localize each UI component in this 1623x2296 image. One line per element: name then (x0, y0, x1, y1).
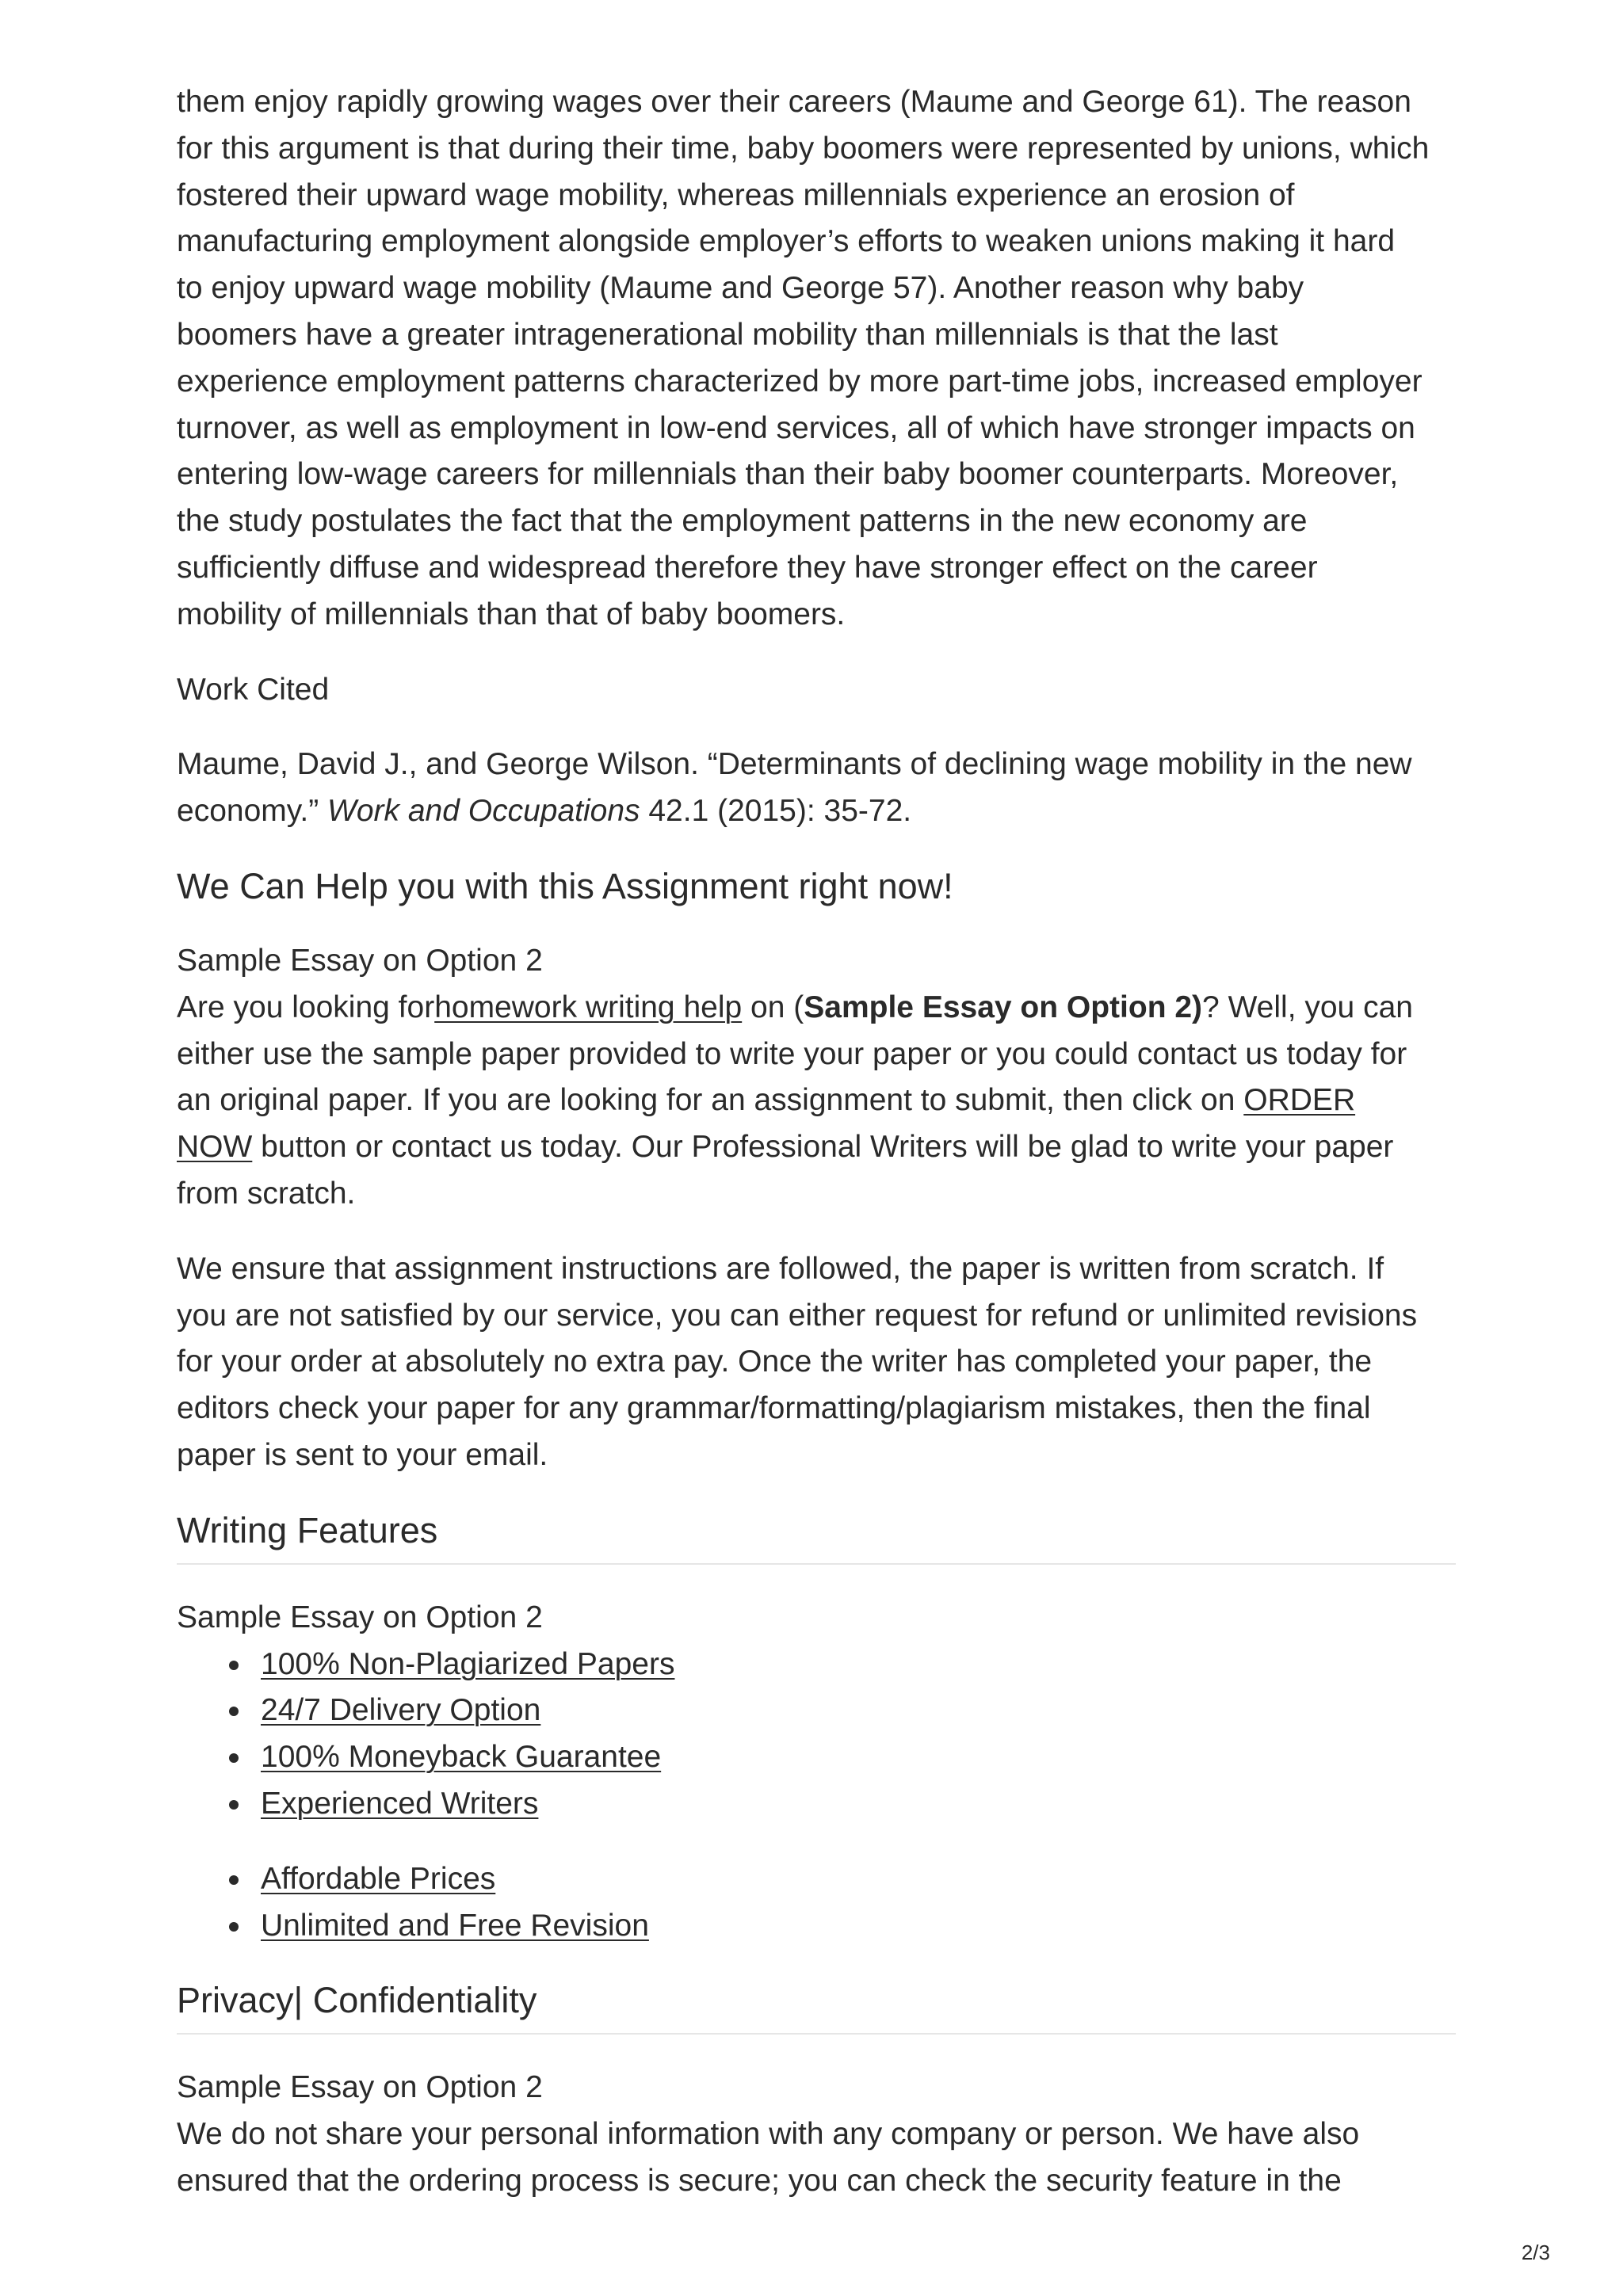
essay-line: fostered their upward wage mobility, whereas millennials experience an erosion of (177, 177, 1295, 212)
features-list-b (177, 1856, 1456, 1950)
essay-line: for this argument is that during their time, baby boomers were represented by unions, which (177, 131, 1430, 166)
help-heading: We Can Help you with this Assignment right now! (177, 865, 953, 906)
order-now-link-continued[interactable]: NOW (177, 1130, 253, 1165)
help-line: from scratch. (177, 1176, 356, 1211)
list-item (261, 1781, 1456, 1828)
privacy-paragraph (177, 2065, 1456, 2204)
essay-paragraph (177, 79, 1456, 639)
citation-entry (177, 742, 1456, 835)
list-item (261, 1688, 1456, 1734)
help-bold-title: Sample Essay on Option 2) (804, 990, 1203, 1024)
feature-link[interactable]: Unlimited and Free Revision (261, 1908, 649, 1943)
essay-line: them enjoy rapidly growing wages over their careers (Maume and George 61). The reason (177, 85, 1411, 119)
privacy-heading: Privacy| Confidentiality (177, 1978, 1456, 2035)
citation-line: Maume, David J., and George Wilson. “Determinants of declining wage mobility in the new (177, 747, 1412, 782)
feature-link[interactable]: Experienced Writers (261, 1786, 539, 1821)
privacy-subtitle: Sample Essay on Option 2 (177, 2070, 543, 2105)
guarantee-line: paper is sent to your email. (177, 1437, 548, 1472)
page-number: 2/3 (1521, 2241, 1550, 2264)
features-subtitle: Sample Essay on Option 2 (177, 1600, 543, 1634)
list-item (261, 1856, 1456, 1903)
list-item (261, 1734, 1456, 1781)
essay-line: the study postulates the fact that the employment patterns in the new economy are (177, 504, 1308, 539)
feature-link[interactable]: 100% Moneyback Guarantee (261, 1740, 662, 1775)
help-line: either use the sample paper provided to write your paper or you could contact us today for (177, 1036, 1407, 1071)
essay-line: experience employment patterns characterized by more part-time jobs, increased employer (177, 364, 1423, 399)
order-now-link[interactable]: ORDER (1243, 1083, 1356, 1118)
help-line: an original paper. If you are looking for an assignment to submit, then click on (177, 1083, 1244, 1118)
work-cited-heading: Work Cited (177, 672, 330, 707)
document-page (177, 79, 1456, 2205)
help-line: button or contact us today. Our Professional Writers will be glad to write your paper (252, 1130, 1394, 1165)
guarantee-line: for your order at absolutely no extra pay. Once the writer has completed your paper, the (177, 1344, 1373, 1379)
guarantee-line: We ensure that assignment instructions are followed, the paper is written from scratch. If (177, 1251, 1384, 1286)
essay-line: to enjoy upward wage mobility (Maume and George 57). Another reason why baby (177, 271, 1304, 306)
citation-prefix: economy.” (177, 794, 328, 829)
essay-line: turnover, as well as employment in low-end services, all of which have stronger impacts on (177, 410, 1415, 445)
feature-link[interactable]: Affordable Prices (261, 1861, 496, 1896)
feature-link[interactable]: 24/7 Delivery Option (261, 1693, 541, 1728)
guarantee-line: editors check your paper for any grammar/formatting/plagiarism mistakes, then the final (177, 1391, 1371, 1426)
essay-line: sufficiently diffuse and widespread therefore they have stronger effect on the career (177, 550, 1318, 585)
list-item (261, 1903, 1456, 1950)
essay-line: manufacturing employment alongside employer’s efforts to weaken unions making it hard (177, 224, 1396, 259)
essay-line: boomers have a greater intragenerational mobility than millennials is that the last (177, 317, 1278, 352)
help-paragraph (177, 938, 1456, 1218)
essay-line: mobility of millennials than that of baby boomers. (177, 597, 846, 631)
guarantee-line: you are not satisfied by our service, you can either request for refund or unlimited revisions (177, 1298, 1418, 1333)
citation-suffix: 42.1 (2015): 35-72. (640, 794, 912, 829)
help-intro-mid: on ( (742, 990, 804, 1024)
help-intro-pre: Are you looking for (177, 990, 435, 1024)
essay-line: entering low-wage careers for millennials than their baby boomer counterparts. Moreover, (177, 457, 1399, 492)
writing-features-heading: Writing Features (177, 1508, 1456, 1565)
help-subtitle: Sample Essay on Option 2 (177, 943, 543, 978)
help-intro-post: ? Well, you can (1202, 990, 1413, 1024)
homework-help-link[interactable]: homework writing help (434, 990, 743, 1024)
features-list-a (177, 1642, 1456, 1828)
privacy-line: We do not share your personal information with any company or person. We have also (177, 2117, 1360, 2152)
feature-link[interactable]: 100% Non-Plagiarized Papers (261, 1646, 675, 1681)
privacy-line: ensured that the ordering process is secure; you can check the security feature in the (177, 2163, 1342, 2198)
list-item (261, 1642, 1456, 1688)
citation-journal: Work and Occupations (327, 794, 640, 829)
guarantee-paragraph (177, 1246, 1456, 1479)
